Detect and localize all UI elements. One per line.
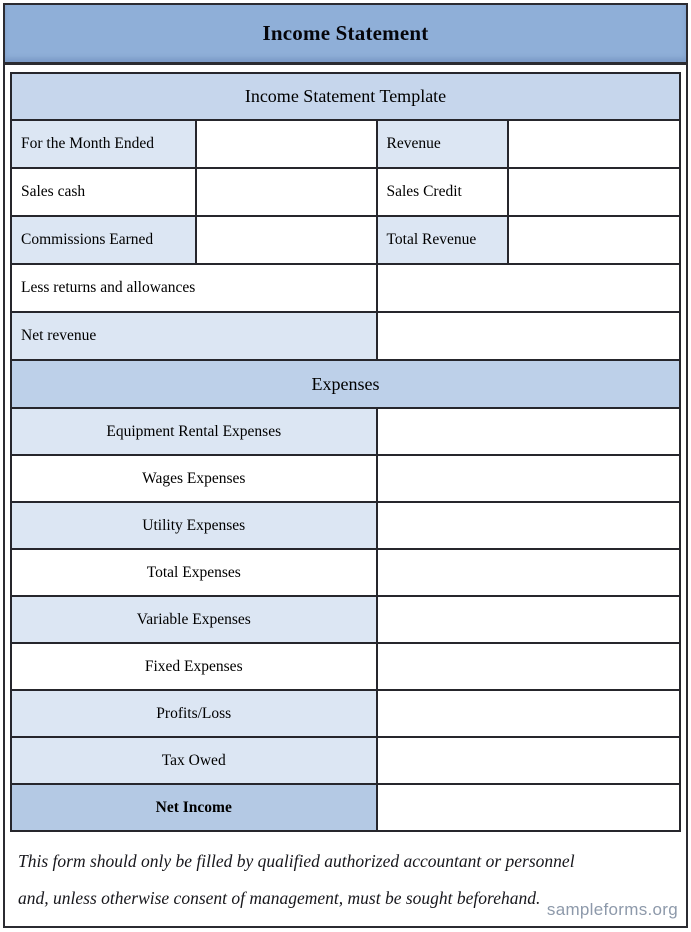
- expenses-section-header-row: [12, 359, 679, 407]
- table-row: [12, 454, 679, 501]
- label-net-income: Net Income: [12, 785, 376, 830]
- value-less-returns-and-allowances[interactable]: [376, 265, 680, 311]
- value-profits-loss[interactable]: [376, 691, 680, 736]
- label-commissions-earned: Commissions Earned: [12, 217, 195, 263]
- label-equipment-rental-expenses: Equipment Rental Expenses: [12, 409, 376, 454]
- page-frame: [3, 3, 688, 928]
- table-title-row: [12, 74, 679, 119]
- value-utility-expenses[interactable]: [376, 503, 680, 548]
- table-row: [12, 119, 679, 167]
- value-sales-credit[interactable]: [507, 169, 679, 215]
- value-for-the-month-ended[interactable]: [195, 121, 376, 167]
- label-wages-expenses: Wages Expenses: [12, 456, 376, 501]
- label-revenue: Revenue: [376, 121, 507, 167]
- value-equipment-rental-expenses[interactable]: [376, 409, 680, 454]
- value-net-income[interactable]: [376, 785, 680, 830]
- value-fixed-expenses[interactable]: [376, 644, 680, 689]
- expenses-section-title: Expenses: [12, 361, 679, 407]
- value-total-revenue[interactable]: [507, 217, 679, 263]
- table-row: [12, 263, 679, 311]
- label-for-the-month-ended: For the Month Ended: [12, 121, 195, 167]
- label-profits-loss: Profits/Loss: [12, 691, 376, 736]
- table-row: [12, 167, 679, 215]
- label-total-revenue: Total Revenue: [376, 217, 507, 263]
- table-row: [12, 311, 679, 359]
- table-row: [12, 595, 679, 642]
- disclaimer-line-2: and, unless otherwise consent of management, must be sought beforehand.: [18, 888, 541, 908]
- form-title-bar: [5, 5, 686, 65]
- label-sales-credit: Sales Credit: [376, 169, 507, 215]
- label-less-returns-and-allowances: Less returns and allowances: [12, 265, 376, 311]
- table-row: [12, 501, 679, 548]
- value-sales-cash[interactable]: [195, 169, 376, 215]
- label-fixed-expenses: Fixed Expenses: [12, 644, 376, 689]
- income-statement-table: [10, 72, 681, 832]
- form-title: Income Statement: [262, 21, 429, 45]
- table-row: [12, 407, 679, 454]
- value-commissions-earned[interactable]: [195, 217, 376, 263]
- table-row: [12, 689, 679, 736]
- table-row: [12, 642, 679, 689]
- value-revenue[interactable]: [507, 121, 679, 167]
- label-utility-expenses: Utility Expenses: [12, 503, 376, 548]
- label-sales-cash: Sales cash: [12, 169, 195, 215]
- table-row: [12, 548, 679, 595]
- watermark-sampleforms: sampleforms.org: [546, 900, 678, 919]
- disclaimer-line-1: This form should only be filled by qualified authorized accountant or personnel: [18, 851, 575, 871]
- value-net-revenue[interactable]: [376, 313, 680, 359]
- table-row: [12, 783, 679, 830]
- label-tax-owed: Tax Owed: [12, 738, 376, 783]
- value-wages-expenses[interactable]: [376, 456, 680, 501]
- label-total-expenses: Total Expenses: [12, 550, 376, 595]
- table-row: [12, 215, 679, 263]
- table-title: Income Statement Template: [12, 74, 679, 119]
- label-variable-expenses: Variable Expenses: [12, 597, 376, 642]
- value-tax-owed[interactable]: [376, 738, 680, 783]
- table-row: [12, 736, 679, 783]
- label-net-revenue: Net revenue: [12, 313, 376, 359]
- value-variable-expenses[interactable]: [376, 597, 680, 642]
- value-total-expenses[interactable]: [376, 550, 680, 595]
